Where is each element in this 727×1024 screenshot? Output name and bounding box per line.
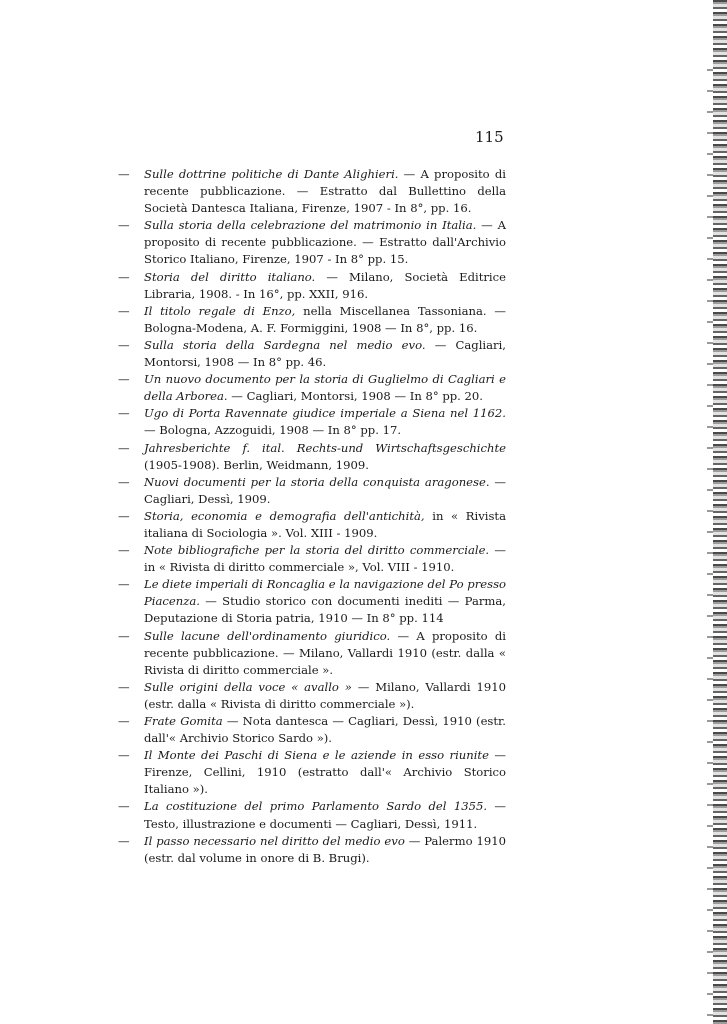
- entry-dash: —: [118, 543, 130, 558]
- entry-details: — Milano, Società Editrice Libraria, 1908. - In 16°, pp. XXII, 916.: [144, 269, 506, 301]
- entry-details: — Cagliari, Montorsi, 1908 — In 8° pp. 20.: [227, 389, 483, 404]
- entry-dash: —: [118, 714, 130, 728]
- scanned-page-edge: [713, 0, 727, 1024]
- bibliography-entry: [118, 303, 506, 337]
- entry-dash: —: [118, 474, 130, 489]
- entry-dash: —: [118, 406, 130, 421]
- entry-title: Sulla storia della Sardegna nel medio evo.: [144, 337, 426, 352]
- entry-title: Jahresberichte f. ital. Rechts-und Wirtschaftsgeschichte: [144, 440, 506, 455]
- bibliography-list: [118, 166, 506, 867]
- bibliography-entry: [118, 542, 506, 576]
- entry-title: Sulla storia della celebrazione del matrimonio in Italia.: [144, 218, 477, 233]
- entry-dash: —: [118, 218, 130, 233]
- entry-dash: —: [118, 440, 130, 455]
- entry-details: — Milano, Vallardi 1910 (estr. dalla « Rivista di diritto commerciale »).: [144, 679, 506, 711]
- page-number: 115: [475, 128, 504, 146]
- entry-title: Storia del diritto italiano.: [144, 269, 316, 284]
- bibliography-entry: [118, 337, 506, 371]
- entry-title: Sulle dottrine politiche di Dante Alighieri.: [144, 167, 399, 181]
- entry-dash: —: [118, 167, 130, 181]
- entry-details: (1905-1908). Berlin, Weidmann, 1909.: [144, 457, 369, 472]
- entry-title: Il Monte dei Paschi di Siena e le aziende in esso riunite: [144, 748, 489, 763]
- entry-details: — Studio storico con documenti inediti — Parma, Deputazione di Storia patria, 1910 — In 8° pp. 114: [144, 594, 506, 626]
- bibliography-entry: [118, 371, 506, 405]
- entry-title: Nuovi documenti per la storia della conquista aragonese.: [144, 474, 490, 489]
- entry-title: Frate Gomita: [144, 714, 223, 728]
- entry-details: — Testo, illustrazione e documenti — Cagliari, Dessì, 1911.: [144, 799, 506, 831]
- entry-details: — Bologna, Azzoguidi, 1908 — In 8° pp. 17.: [144, 423, 402, 438]
- entry-dash: —: [118, 799, 130, 814]
- bibliography-entry: [118, 269, 506, 303]
- entry-title: La costituzione del primo Parlamento Sardo del 1355.: [144, 799, 488, 814]
- scanned-page-edge-shadow: [707, 60, 713, 1020]
- bibliography-entry: [118, 440, 506, 474]
- bibliography-entry: [118, 713, 506, 747]
- bibliography-entry: [118, 747, 506, 798]
- bibliography-entry: [118, 217, 506, 268]
- bibliography-entry: [118, 405, 506, 439]
- entry-details: — Firenze, Cellini, 1910 (estratto dall'« Archivio Storico Italiano »).: [144, 748, 506, 797]
- entry-details: — Cagliari, Dessì, 1909.: [144, 474, 507, 506]
- bibliography-entry: [118, 798, 506, 832]
- entry-details: — Cagliari, Montorsi, 1908 — In 8° pp. 46.: [144, 337, 506, 370]
- entry-details: — Palermo 1910 (estr. dal volume in onore di B. Brugi).: [144, 833, 506, 865]
- entry-title: Le diete imperiali di Roncaglia e la navigazione del Po presso Piacenza.: [144, 577, 506, 609]
- bibliography-entry: [118, 508, 506, 542]
- bibliography-entry: [118, 679, 506, 713]
- entry-dash: —: [118, 628, 130, 643]
- entry-details: — A proposito di recente pubblicazione. — Milano, Vallardi 1910 (estr. dalla « Rivista di diritto commerciale ».: [144, 628, 506, 677]
- entry-details: nella Miscellanea Tassoniana. — Bologna-Modena, A. F. Formiggini, 1908 — In 8°, pp. 16.: [144, 303, 506, 335]
- entry-title: Ugo di Porta Ravennate giudice imperiale a Siena nel 1162.: [144, 406, 506, 421]
- entry-title: Sulle origini della voce « avallo »: [144, 679, 352, 694]
- entry-details: — A proposito di recente pubblicazione. — Estratto dal Bullettino della Società Dantesca Italiana, Firenze, 1907 - In 8°, pp. 16.: [144, 167, 506, 216]
- entry-dash: —: [118, 577, 130, 592]
- entry-dash: —: [118, 748, 130, 763]
- entry-title: Note bibliografiche per la storia del diritto commerciale.: [144, 543, 490, 558]
- entry-dash: —: [118, 833, 130, 848]
- bibliography-entry: [118, 628, 506, 679]
- entry-details: — A proposito di recente pubblicazione. — Estratto dall'Archivio Storico Italiano, Firenze, 1907 - In 8° pp. 15.: [144, 218, 506, 267]
- entry-dash: —: [118, 372, 130, 387]
- entry-dash: —: [118, 508, 130, 523]
- entry-details: — Nota dantesca — Cagliari, Dessì, 1910 (estr. dall'« Archivio Storico Sardo »).: [144, 714, 506, 746]
- entry-title: Storia, economia e demografia dell'antichità,: [144, 508, 425, 523]
- entry-title: Un nuovo documento per la storia di Guglielmo di Cagliari e della Arborea.: [144, 372, 506, 404]
- bibliography-entry: [118, 833, 506, 867]
- entry-title: Sulle lacune dell'ordinamento giuridico.: [144, 628, 391, 643]
- bibliography-entry: [118, 474, 506, 508]
- entry-title: Il passo necessario nel diritto del medio evo: [144, 833, 405, 848]
- entry-dash: —: [118, 303, 130, 318]
- bibliography-entry: [118, 576, 506, 627]
- entry-dash: —: [118, 337, 130, 352]
- entry-dash: —: [118, 679, 130, 694]
- entry-details: in « Rivista italiana di Sociologia ». Vol. XIII - 1909.: [144, 508, 506, 540]
- entry-dash: —: [118, 269, 130, 284]
- entry-title: Il titolo regale di Enzo,: [144, 303, 296, 318]
- bibliography-entry: [118, 166, 506, 217]
- entry-details: — in « Rivista di diritto commerciale », Vol. VIII - 1910.: [144, 543, 507, 575]
